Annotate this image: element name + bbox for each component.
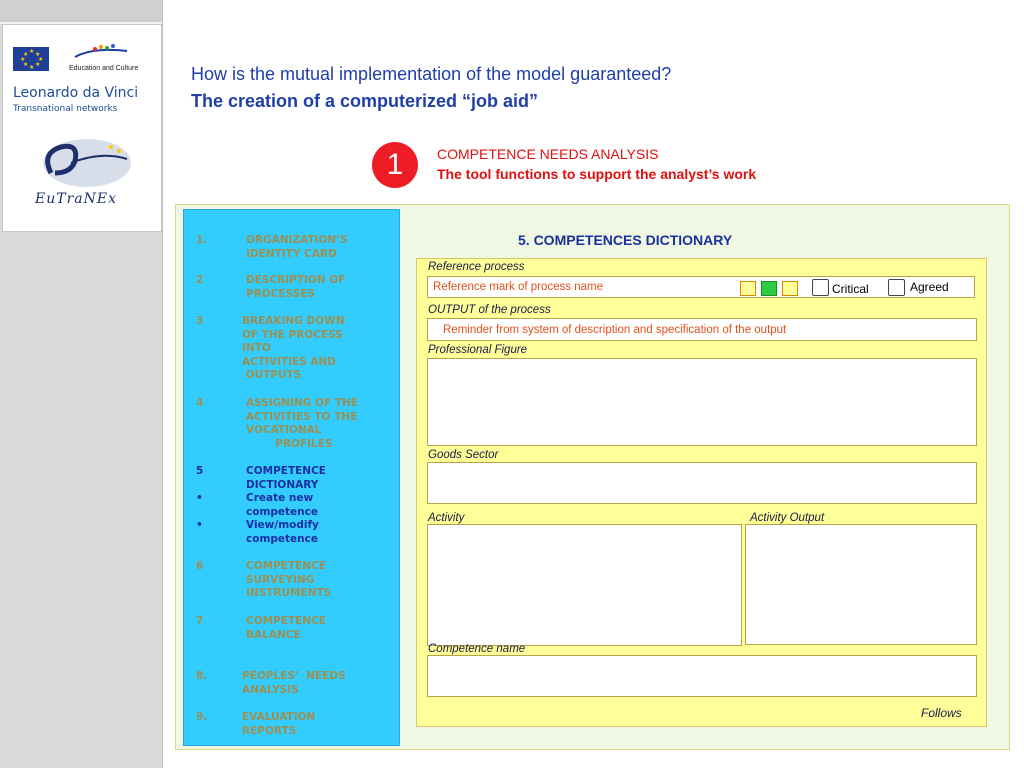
menu-item-number: 2 [196,274,204,286]
critical-label: Critical [832,282,869,296]
activity-field[interactable] [427,524,742,646]
competence-name-field[interactable] [427,655,977,697]
menu-item-label: PEOPLES’ NEEDS ANALYSIS [242,670,346,696]
step-number-badge: 1 [372,142,418,188]
reference-mark-value: Reference mark of process name [433,281,604,293]
menu-item-label: ORGANIZATION’S IDENTITY CARD [246,234,348,260]
ec-label: Education and Culture [69,65,139,72]
priority-box-1[interactable] [740,281,756,296]
agreed-label: Agreed [910,280,949,294]
menu-item-label: COMPETENCE DICTIONARY [246,465,326,491]
menu-item-number: 1. [196,234,208,246]
competence-name-label: Competence name [428,643,526,655]
menu-item-label: DESCRIPTION OF PROCESSES [246,274,346,300]
menu-item-label: COMPETENCE BALANCE [246,615,326,641]
bullet-icon: • [196,519,203,531]
menu-item-number: 3 [196,315,204,327]
reference-process-label: Reference process [428,261,525,273]
bullet-icon: • [196,492,203,504]
menu-item-number: 7 [196,615,204,627]
menu-item-number: 6 [196,560,204,572]
menu-item-label: ASSIGNING OF THE ACTIVITIES TO THE VOCATIONAL PROFILES [246,397,358,450]
menu-item-number: 4 [196,397,204,409]
menu-item-number: 5 [196,465,204,477]
network-name: EuTraNEx [35,191,117,207]
priority-box-2[interactable] [761,281,777,296]
menu-item-number: 8. [196,670,208,682]
form-title: 5. COMPETENCES DICTIONARY [518,232,733,248]
sidebar-top-bar [0,0,162,24]
menu-item-label: BREAKING DOWN OF THE PROCESS INTO ACTIVITIES AND OUTPUTS [242,315,345,381]
follows-link[interactable]: Follows [921,706,962,720]
menu-item-label: View/modify competence [246,519,319,545]
step-title: COMPETENCE NEEDS ANALYSIS [437,146,659,162]
goods-sector-label: Goods Sector [428,449,499,461]
program-name: Leonardo da Vinci [13,85,139,101]
header-question: How is the mutual implementation of the model guaranteed? [191,64,672,84]
step-subtitle: The tool functions to support the analyst’s work [437,166,757,182]
eu-flag-icon: ★ ★ ★ ★ ★ ★ ★ ★ [13,47,49,71]
professional-figure-label: Professional Figure [428,344,528,356]
education-culture-logo-icon [73,43,129,61]
menu-item-label: COMPETENCE SURVEYING INSTRUMENTS [246,560,332,599]
goods-sector-field[interactable] [427,462,977,504]
output-value: Reminder from system of description and specification of the output [443,324,787,336]
logo-panel [2,24,162,232]
critical-checkbox[interactable] [812,279,829,296]
activity-label: Activity [428,512,465,524]
agreed-checkbox[interactable] [888,279,905,296]
program-subtitle: Transnational networks [13,104,118,114]
menu-item-label: Create new competence [246,492,318,518]
menu-item-number: 9. [196,711,208,723]
priority-box-3[interactable] [782,281,798,296]
activity-output-label: Activity Output [750,512,825,524]
menu-item-label: EVALUATION REPORTS [242,711,316,737]
output-label: OUTPUT of the process [428,304,551,316]
activity-output-field[interactable] [745,524,977,645]
header-answer: The creation of a computerized “job aid” [191,91,539,111]
professional-figure-field[interactable] [427,358,977,446]
left-sidebar [0,0,163,768]
